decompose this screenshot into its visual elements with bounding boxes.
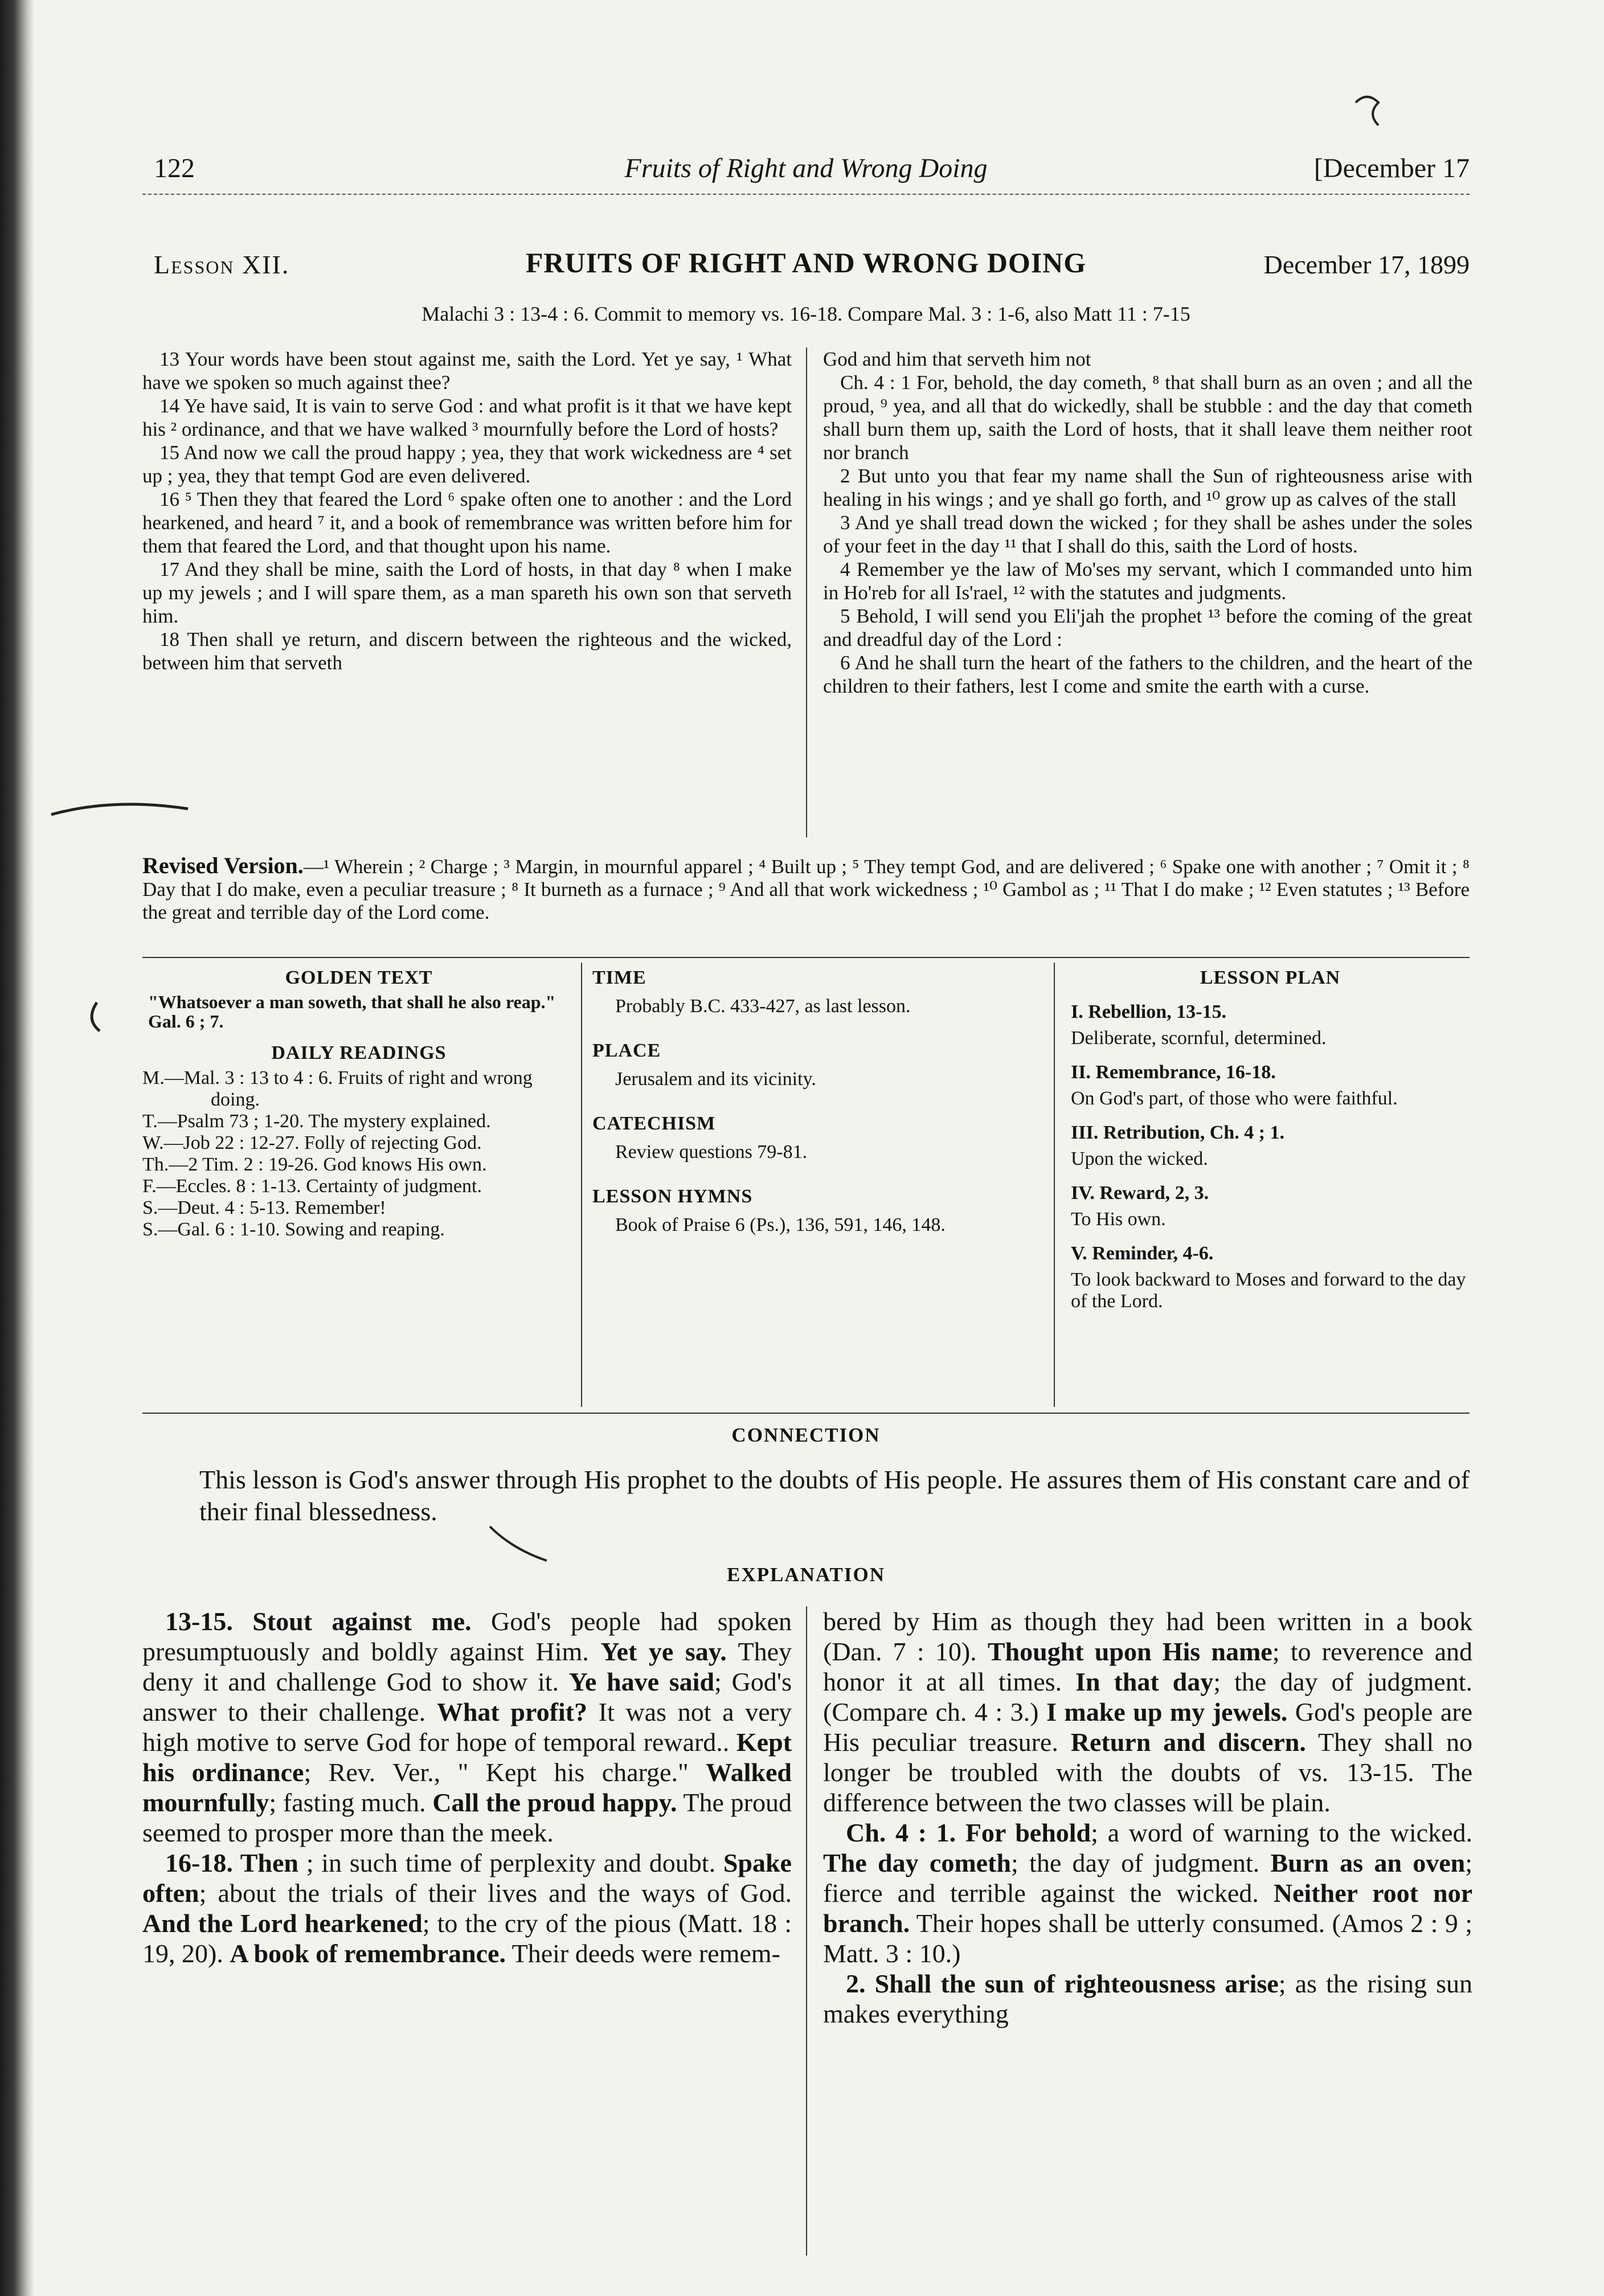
explanation-paragraph: bered by Him as though they had been written in a book (Dan. 7 : 10). Thought upon His name; to reverence and honor it at all times. In that day; the day of judgment. (Compare ch. 4 : 3.) I make up my jewels. God's people are His peculiar treasure. Return and discern. They shall no longer be troubled with the doubts of vs. 13-15. The difference between the two classes will be plain. (823, 1607, 1473, 1817)
reading-item: S.—Deut. 4 : 5-13. Remember! (142, 1197, 386, 1218)
verse: 15 And now we call the proud happy ; yea, they that work wickedness are ⁴ set up ; yea, they that tempt God are even delivered. (142, 441, 792, 487)
verse: 14 Ye have said, It is vain to serve God : and what profit is it that we have kept his ² ordinance, and that we have walked ³ mournfully before the Lord of hosts? (142, 395, 792, 440)
place-text: Jerusalem and its vicinity. (615, 1069, 816, 1090)
verse: 3 And ye shall tread down the wicked ; for they shall be ashes under the soles of your feet in the day ¹¹ that I shall do this, saith the Lord of hosts. (823, 511, 1472, 557)
time-heading: TIME (592, 967, 646, 988)
reading-item: T.—Psalm 73 ; 1-20. The mystery explained. (142, 1111, 491, 1132)
verse: 2 But unto you that fear my name shall the Sun of righteousness arise with healing in his wings ; and ye shall go forth, and ¹⁰ grow up as calves of the stall (823, 465, 1472, 510)
verse: Ch. 4 : 1 For, behold, the day cometh, ⁸ that shall burn as an oven ; and all the proud, ⁹ yea, and all that do wickedly, shall be stubble : and the day that cometh shall burn them up, saith the Lord of hosts, that it shall leave them neither root nor branch (823, 371, 1472, 464)
hymns-heading: LESSON HYMNS (592, 1186, 753, 1207)
memory-reference: Malachi 3 : 13-4 : 6. Commit to memory vs. 16-18. Compare Mal. 3 : 1-6, also Matt 11 : 7-15 (422, 302, 1190, 325)
connection-heading: CONNECTION (731, 1424, 881, 1446)
revised-version-text: —¹ Wherein ; ² Charge ; ³ Margin, in mournful apparel ; ⁴ Built up ; ⁵ They tempt God, and are delivered ; ⁶ Spake one with another ; ⁷ Omit it ; ⁸ Day that I do make, even a peculiar treasure ; ⁸ It burneth as a furnace ; ⁹ And all that work wickedness ; ¹⁰ Gambol as ; ¹¹ That I do make ; ¹² Even statutes ; ¹³ Before the great and terrible day of the Lord come. (142, 856, 1470, 923)
reading-item: Th.—2 Tim. 2 : 19-26. God knows His own. (142, 1154, 487, 1175)
explanation-paragraph: 13-15. Stout against me. God's people had spoken presumptuously and boldly against Him. Yet ye say. They deny it and challenge God to show it. Ye have said; God's answer to their challenge. What profit? It was not a very high motive to serve God for hope of temporal reward.. Kept his ordinance; Rev. Ver., " Kept his charge." Walked mournfully; fasting much. Call the proud happy. The proud seemed to prosper more than the meek. (142, 1607, 792, 1847)
revised-version-label: Revised Version. (142, 853, 304, 878)
plan-item-desc: Deliberate, scornful, determined. (1071, 1028, 1327, 1049)
reading-item: M.—Mal. 3 : 13 to 4 : 6. Fruits of right and wrong doing. (142, 1067, 533, 1110)
lesson-plan-heading: LESSON PLAN (1200, 967, 1341, 988)
golden-text-heading: GOLDEN TEXT (285, 967, 433, 988)
reading-item: S.—Gal. 6 : 1-10. Sowing and reaping. (142, 1219, 445, 1240)
plan-item-desc: To His own. (1071, 1209, 1166, 1230)
plan-item-title: I. Rebellion, 13-15. (1071, 1001, 1226, 1022)
place-heading: PLACE (592, 1040, 661, 1061)
plan-item-title: IV. Reward, 2, 3. (1071, 1182, 1209, 1204)
explanation-heading: EXPLANATION (726, 1564, 886, 1586)
catechism-text: Review questions 79-81. (615, 1141, 808, 1163)
plan-item-title: II. Remembrance, 16-18. (1071, 1062, 1276, 1083)
golden-text: "Whatsoever a man soweth, that shall he also reap." Gal. 6 ; 7. (148, 992, 556, 1032)
daily-readings-heading: DAILY READINGS (271, 1042, 447, 1063)
hymns-text: Book of Praise 6 (Ps.), 136, 591, 146, 148. (615, 1214, 946, 1235)
page-number: 122 (154, 153, 195, 183)
explanation-paragraph: 16-18. Then ; in such time of perplexity and doubt. Spake often; about the trials of their lives and the ways of God. And the Lord hearkened; to the cry of the pious (Matt. 18 : 19, 20). A book of remembrance. Their deeds were remem- (142, 1848, 792, 1968)
catechism-heading: CATECHISM (592, 1113, 716, 1134)
lesson-number: Lesson XII. (154, 250, 290, 279)
verse: God and him that serveth him not (823, 348, 1091, 370)
verse: 18 Then shall ye return, and discern between the righteous and the wicked, between him that serveth (142, 628, 792, 674)
lesson-date: December 17, 1899 (1263, 250, 1470, 279)
verse: 16 ⁵ Then they that feared the Lord ⁶ spake often one to another : and the Lord hearkened, and heard ⁷ it, and a book of remembrance was written before him for them that feared the Lord, and that thought upon his name. (142, 488, 792, 557)
verse: 4 Remember ye the law of Mo'ses my servant, which I commanded unto him in Ho'reb for all Is'rael, ¹² with the statutes and judgments. (823, 558, 1472, 604)
plan-item-title: V. Reminder, 4-6. (1071, 1243, 1214, 1264)
running-date: [December 17 (1314, 153, 1470, 183)
verse: 17 And they shall be mine, saith the Lord of hosts, in that day ⁸ when I make up my jewels ; and I will spare them, as a man spareth his own son that serveth him. (142, 558, 792, 627)
verse: 5 Behold, I will send you Eli'jah the prophet ¹³ before the coming of the great and dreadful day of the Lord : (823, 605, 1472, 650)
explanation-paragraph: Ch. 4 : 1. For behold; a word of warning to the wicked. The day cometh; the day of judgment. Burn as an oven; fierce and terrible against the wicked. Neither root nor branch. Their hopes shall be utterly consumed. (Amos 2 : 9 ; Matt. 3 : 10.) (823, 1818, 1472, 1968)
connection-text: This lesson is God's answer through His prophet to the doubts of His people. He assures them of His constant care and of their final blessedness. (199, 1465, 1470, 1526)
time-text: Probably B.C. 433-427, as last lesson. (615, 996, 911, 1017)
verse: 13 Your words have been stout against me, saith the Lord. Yet ye say, ¹ What have we spoken so much against thee? (142, 348, 792, 394)
reading-item: F.—Eccles. 8 : 1-13. Certainty of judgment. (142, 1176, 482, 1197)
explanation-paragraph: 2. Shall the sun of righteousness arise; as the rising sun makes everything (823, 1969, 1473, 2028)
plan-item-desc: Upon the wicked. (1071, 1148, 1208, 1169)
lesson-title: FRUITS OF RIGHT AND WRONG DOING (525, 247, 1087, 279)
verse: 6 And he shall turn the heart of the fathers to the children, and the heart of the children to their fathers, lest I come and smite the earth with a curse. (823, 652, 1472, 697)
plan-item-desc: On God's part, of those who were faithful. (1071, 1088, 1398, 1109)
plan-item-title: III. Retribution, Ch. 4 ; 1. (1071, 1122, 1284, 1143)
running-title: Fruits of Right and Wrong Doing (624, 153, 988, 183)
plan-item-desc: To look backward to Moses and forward to the day of the Lord. (1071, 1269, 1466, 1312)
reading-item: W.—Job 22 : 12-27. Folly of rejecting God. (142, 1132, 482, 1153)
